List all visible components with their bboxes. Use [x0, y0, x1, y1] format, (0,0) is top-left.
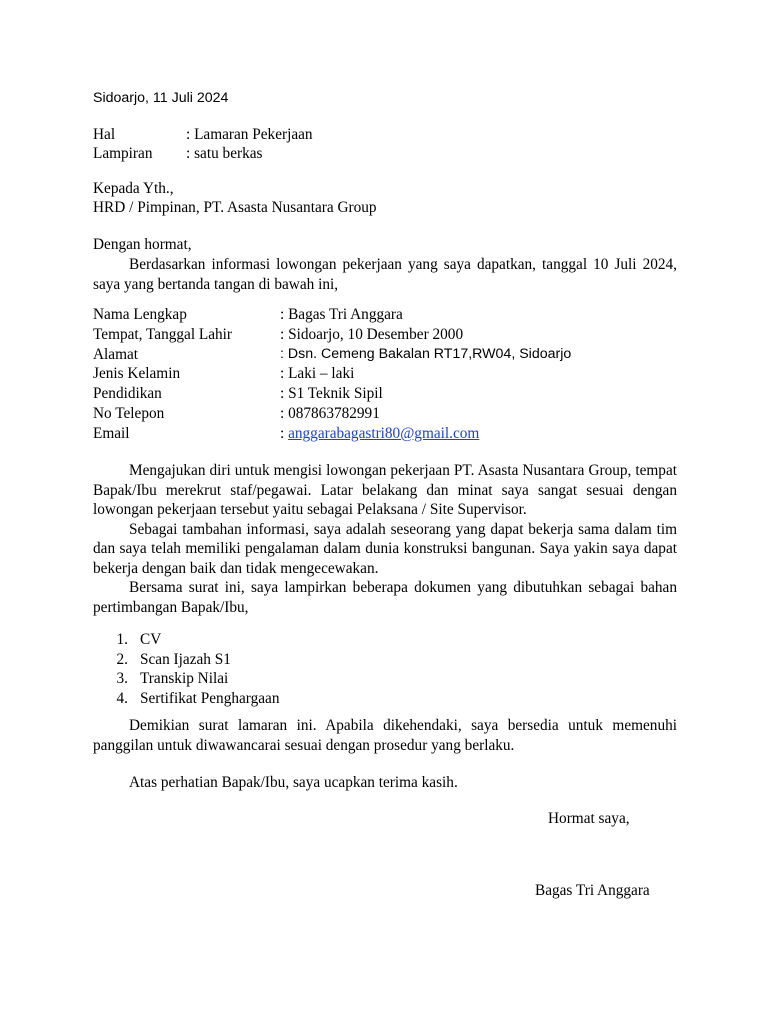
detail-label: Email — [93, 424, 130, 442]
subject-value: : Lamaran Pekerjaan — [186, 126, 313, 143]
thanks-paragraph: Atas perhatian Bapak/Ibu, saya ucapkan terima kasih. — [129, 774, 458, 791]
list-item — [93, 650, 279, 670]
attachment-list — [93, 630, 279, 708]
detail-value: : 087863782991 — [280, 404, 380, 422]
detail-row-name — [93, 305, 571, 325]
detail-label: Tempat, Tanggal Lahir — [93, 325, 233, 343]
letter-date: Sidoarjo, 11 Juli 2024 — [93, 90, 229, 106]
detail-value: : Laki – laki — [280, 365, 355, 383]
closing-paragraph: Demikian surat lamaran ini. Apabila dikehendaki, saya bersedia untuk memenuhi panggilan untuk diwawancarai sesuai dengan prosedur yang berlaku. — [93, 717, 677, 754]
detail-colon: : — [280, 424, 289, 442]
detail-value: : Dsn. Cemeng Bakalan RT17,RW04, Sidoarjo — [280, 345, 572, 362]
detail-row-email — [93, 424, 571, 444]
list-number: 4. — [116, 689, 128, 707]
detail-row-phone — [93, 404, 571, 424]
intro-paragraph: Berdasarkan informasi lowongan pekerjaan yang saya dapatkan, tanggal 10 Juli 2024, saya yang bertanda tangan di bawah ini, — [93, 256, 677, 293]
signature-name: Bagas Tri Anggara — [535, 882, 650, 899]
email-link[interactable]: anggarabagastri80@gmail.com — [288, 424, 480, 442]
detail-value: : Bagas Tri Anggara — [280, 306, 403, 323]
detail-value: : S1 Teknik Sipil — [280, 385, 383, 403]
attachment-value: : satu berkas — [186, 145, 263, 162]
detail-row-education — [93, 384, 571, 404]
signoff: Hormat saya, — [548, 810, 630, 827]
list-item — [93, 689, 279, 709]
list-label: Transkip Nilai — [140, 670, 229, 687]
list-item — [93, 669, 279, 689]
list-item — [93, 630, 279, 650]
paragraph-experience: Sebagai tambahan informasi, saya adalah seseorang yang dapat bekerja sama dalam tim dan saya telah memiliki pengalaman dalam dunia konstruksi bangunan. Saya yakin saya dapat bekerja dengan baik dan tidak mengecewakan. — [93, 520, 677, 577]
list-label: CV — [140, 631, 162, 648]
recipient-name: HRD / Pimpinan, PT. Asasta Nusantara Group — [93, 199, 377, 216]
detail-label: Alamat — [93, 345, 139, 363]
detail-value: : Sidoarjo, 10 Desember 2000 — [280, 325, 464, 343]
detail-label: Nama Lengkap — [93, 306, 187, 323]
greeting: Dengan hormat, — [93, 236, 192, 253]
detail-label: Pendidikan — [93, 385, 162, 403]
body-paragraphs — [93, 461, 677, 617]
list-number: 2. — [116, 650, 128, 668]
detail-label: Jenis Kelamin — [93, 365, 181, 383]
recipient-title: Kepada Yth., — [93, 180, 174, 197]
list-number: 3. — [116, 670, 128, 687]
list-label: Scan Ijazah S1 — [140, 650, 231, 668]
list-label: Sertifikat Penghargaan — [140, 689, 280, 707]
thanks-block — [93, 773, 677, 793]
list-number: 1. — [116, 631, 128, 648]
attachment-label: Lampiran — [93, 145, 153, 162]
paragraph-attachments: Bersama surat ini, saya lampirkan beberapa dokumen yang dibutuhkan sebagai bahan pertimbangan Bapak/Ibu, — [93, 579, 677, 616]
closing-block — [93, 716, 677, 755]
paragraph-application: Mengajukan diri untuk mengisi lowongan pekerjaan PT. Asasta Nusantara Group, tempat Bapak/Ibu merekrut staf/pegawai. Latar belakang dan minat saya sangat sesuai dengan lowongan pekerjaan tersebut yaitu sebagai Pelaksana / Site Supervisor. — [93, 462, 677, 518]
detail-label: No Telepon — [93, 404, 165, 422]
intro-block — [93, 255, 677, 294]
subject-label: Hal — [93, 126, 116, 143]
detail-row-address — [93, 345, 571, 365]
detail-row-gender — [93, 364, 571, 384]
detail-row-birth — [93, 325, 571, 345]
applicant-details — [93, 305, 571, 444]
